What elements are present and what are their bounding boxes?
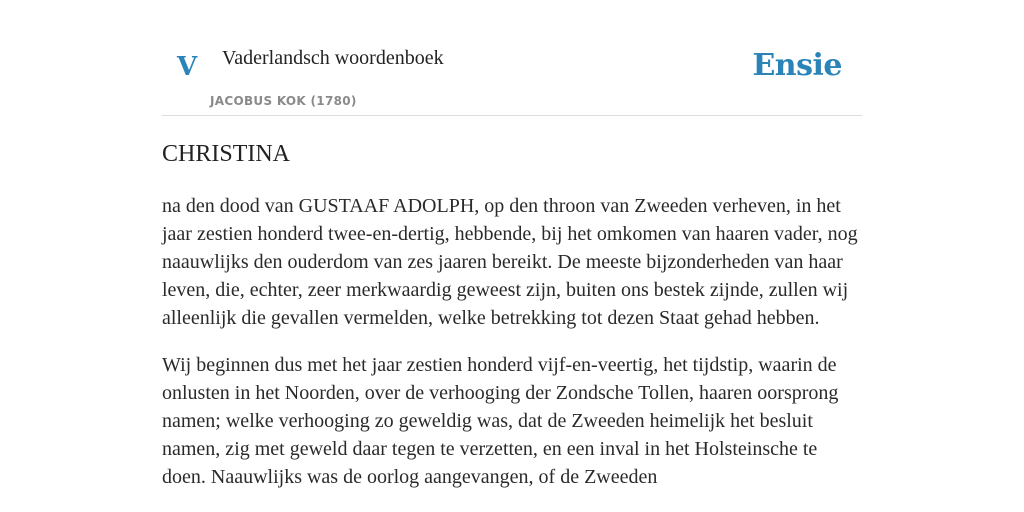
entry-title: CHRISTINA [162, 141, 291, 167]
book-title-link[interactable]: Vaderlandsch woordenboek [222, 47, 444, 69]
entry-paragraph: Wij beginnen dus met het jaar zestien honderd vijf-en-veertig, het tijdstip, waarin de onlusten in het Noorden, over de verhooging der Zondsche Tollen, haaren oorsprong namen; welke verhooging zo geweldig was, dat de Zweeden heimelijk het besluit namen, zig met geweld daar tegen te verzetten, en een inval in het Holsteinsche te doen. Naauwlijks was de oorlog aangevangen, of de Zweeden [162, 354, 839, 488]
content-container [162, 0, 862, 488]
entry-body [162, 192, 862, 510]
book-header [162, 0, 862, 116]
book-letter-icon[interactable]: V [177, 52, 198, 82]
book-author: JACOBUS KOK (1780) [210, 94, 357, 108]
ensie-logo[interactable]: Ensie [752, 48, 842, 83]
entry-paragraph: na den dood van GUSTAAF ADOLPH, op den throon van Zweeden verheven, in het jaar zestien honderd twee-en-dertig, hebbende, bij het omkomen van haaren vader, nog naauwlijks den ouderdom van zes jaaren bereikt. De meeste bijzonderheden van haar leven, die, echter, zeer merkwaardig geweest zijn, buiten ons bestek zijnde, zullen wij alleenlijk die gevallen vermelden, welke betrekking tot dezen Staat gehad hebben. [162, 195, 858, 329]
